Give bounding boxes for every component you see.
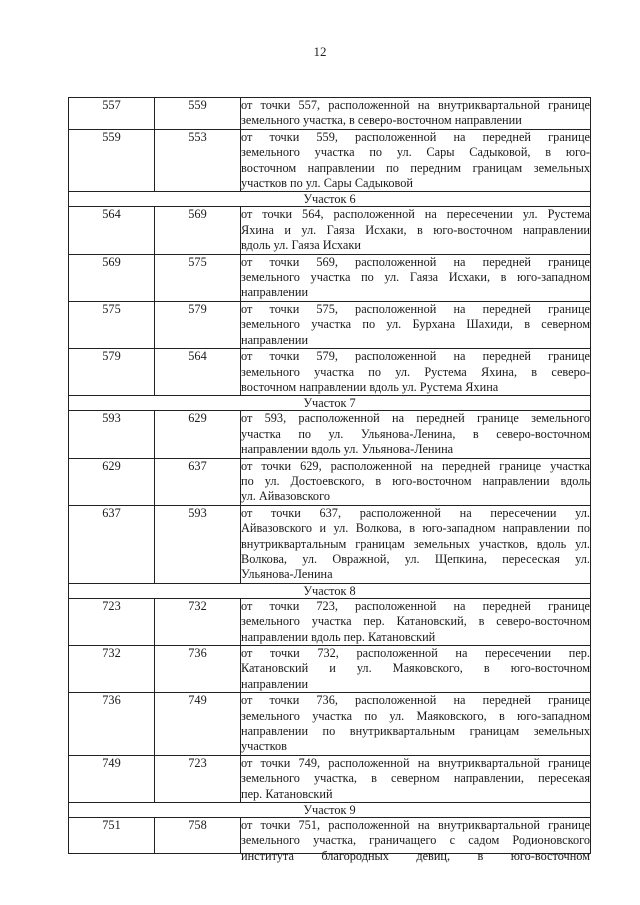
description-line: от точки 629, расположенной на передней границе участка [241,458,590,473]
boundary-description-cell [241,98,591,130]
description-line: внутриквартальным границам земельных участков, вдоль ул. [241,536,590,551]
point-to-cell: 569 [155,207,241,254]
table-row [69,755,591,802]
point-to-cell: 637 [155,458,241,505]
point-from-cell: 637 [69,505,155,583]
table-row [69,598,591,645]
description-line: от точки 559, расположенной на передней границе [241,129,590,144]
description-line: земельного участка по ул. Рустема Яхина, в северо- [241,364,590,379]
description-line: направлении [241,676,309,691]
description-line: направлении вдоль ул. Ульянова-Ленина [241,442,454,457]
description-line: от точки 579, расположенной на передней границе [241,349,590,364]
point-to-cell: 758 [155,818,241,854]
description-line: направлении [241,332,309,347]
table-row [69,349,591,396]
boundary-description-cell [241,207,591,254]
section-title: Участок 6 [69,192,591,207]
description-line: от точки 723, расположенной на передней границе [241,598,590,613]
point-from-cell: 732 [69,646,155,693]
boundary-description-cell [241,301,591,348]
table-row [69,207,591,254]
description-line: от точки 751, расположенной на внутриквартальной границе [241,818,590,833]
description-line: от точки 569, расположенной на передней границе [241,254,590,269]
point-to-cell: 732 [155,598,241,645]
point-to-cell: 553 [155,129,241,192]
section-title: Участок 8 [69,583,591,598]
table-row [69,301,591,348]
description-line: ул. Айвазовского [241,489,330,504]
description-line: направлении [241,285,309,300]
table-row [69,646,591,693]
description-line: от точки 564, расположенной на пересечении ул. Рустема [241,207,590,222]
description-line: Волкова, ул. Овражной, ул. Щепкина, пересеская ул. [241,551,590,566]
point-to-cell: 593 [155,505,241,583]
description-line: от точки 637, расположенной на пересечении ул. [241,505,590,520]
description-line: земельного участка пер. Катановский, в северо-восточном [241,614,590,629]
point-from-cell: 751 [69,818,155,854]
boundary-description-cell [241,458,591,505]
point-to-cell: 629 [155,411,241,458]
table-row [69,411,591,458]
table-row [69,505,591,583]
point-to-cell: 749 [155,693,241,756]
point-from-cell: 557 [69,98,155,130]
boundary-description-cell [241,646,591,693]
description-line: земельного участка, в северном направлении, пересекая [241,771,590,786]
description-line: участков [241,739,287,754]
description-line: направлении вдоль пер. Катановский [241,629,436,644]
description-line: от точки 557, расположенной на внутриквартальной границе [241,98,590,112]
point-to-cell: 736 [155,646,241,693]
description-line: Айвазовского и ул. Волкова, в юго-западном направлении по [241,521,590,536]
table-row [69,254,591,301]
table-row [69,818,591,854]
section-header-row [69,396,591,411]
point-to-cell: 575 [155,254,241,301]
point-from-cell: 629 [69,458,155,505]
point-from-cell: 579 [69,349,155,396]
description-line: земельного участка по ул. Гаяза Исхаки, в юго-западном [241,270,590,285]
boundary-description-cell [241,411,591,458]
description-line: от точки 732, расположенной на пересечении пер. [241,646,590,660]
description-line: Ульянова-Ленина [241,567,333,582]
description-line: от точки 749, расположенной на внутриквартальной границе [241,755,590,770]
description-line: земельного участка по ул. Бурхана Шахиди, в северном [241,317,590,332]
boundary-description-cell [241,505,591,583]
description-line: Яхина и ул. Гаяза Исхаки, в юго-восточном направлении [241,222,590,237]
point-from-cell: 575 [69,301,155,348]
boundary-description-cell [241,755,591,802]
point-from-cell: 569 [69,254,155,301]
description-line: института благородных девиц, в юго-восточном [241,848,590,863]
boundary-description-cell [241,818,591,863]
boundary-table [68,97,591,863]
boundary-description-cell [241,349,591,396]
section-header-row [69,192,591,207]
boundary-description-cell [241,254,591,301]
description-line: направлении по внутриквартальным границам земельных [241,724,590,739]
description-line: по ул. Достоевского, в юго-восточном направлении вдоль [241,473,590,488]
table-row [69,693,591,756]
description-line: от 593, расположенной на передней границе земельного [241,411,590,426]
point-from-cell: 559 [69,129,155,192]
section-title: Участок 7 [69,396,591,411]
point-from-cell: 564 [69,207,155,254]
section-header-row [69,803,591,818]
description-line: участка по ул. Ульянова-Ленина, в северо-восточном [241,426,590,441]
description-line: восточном направлении вдоль ул. Рустема Яхина [241,379,499,394]
description-line: земельного участка по ул. Маяковского, в юго-западном [241,708,590,723]
boundary-description-cell [241,598,591,645]
boundary-description-cell [241,129,591,192]
point-to-cell: 579 [155,301,241,348]
boundary-description-cell [241,693,591,756]
description-line: от точки 736, расположенной на передней границе [241,693,590,708]
description-line: земельного участка, в северо-восточном направлении [241,113,522,128]
table-row [69,98,591,130]
description-line: земельного участка по ул. Сары Садыковой, в юго- [241,145,590,160]
point-from-cell: 723 [69,598,155,645]
table-row [69,129,591,192]
page-number: 12 [313,44,327,59]
section-header-row [69,583,591,598]
description-line: земельного участка, граничащего с садом Родионовского [241,833,590,848]
point-to-cell: 723 [155,755,241,802]
description-line: от точки 575, расположенной на передней границе [241,301,590,316]
description-line: участков по ул. Сары Садыковой [241,176,413,191]
point-to-cell: 564 [155,349,241,396]
section-title: Участок 9 [69,803,591,818]
point-from-cell: 736 [69,693,155,756]
point-from-cell: 593 [69,411,155,458]
description-line: пер. Катановский [241,786,333,801]
point-to-cell: 559 [155,98,241,130]
description-line: Катановский и ул. Маяковского, в юго-восточном [241,661,590,676]
description-line: восточном направлении по передним границам земельных [241,160,590,175]
table-row [69,458,591,505]
description-line: вдоль ул. Гаяза Исхаки [241,238,361,253]
point-from-cell: 749 [69,755,155,802]
